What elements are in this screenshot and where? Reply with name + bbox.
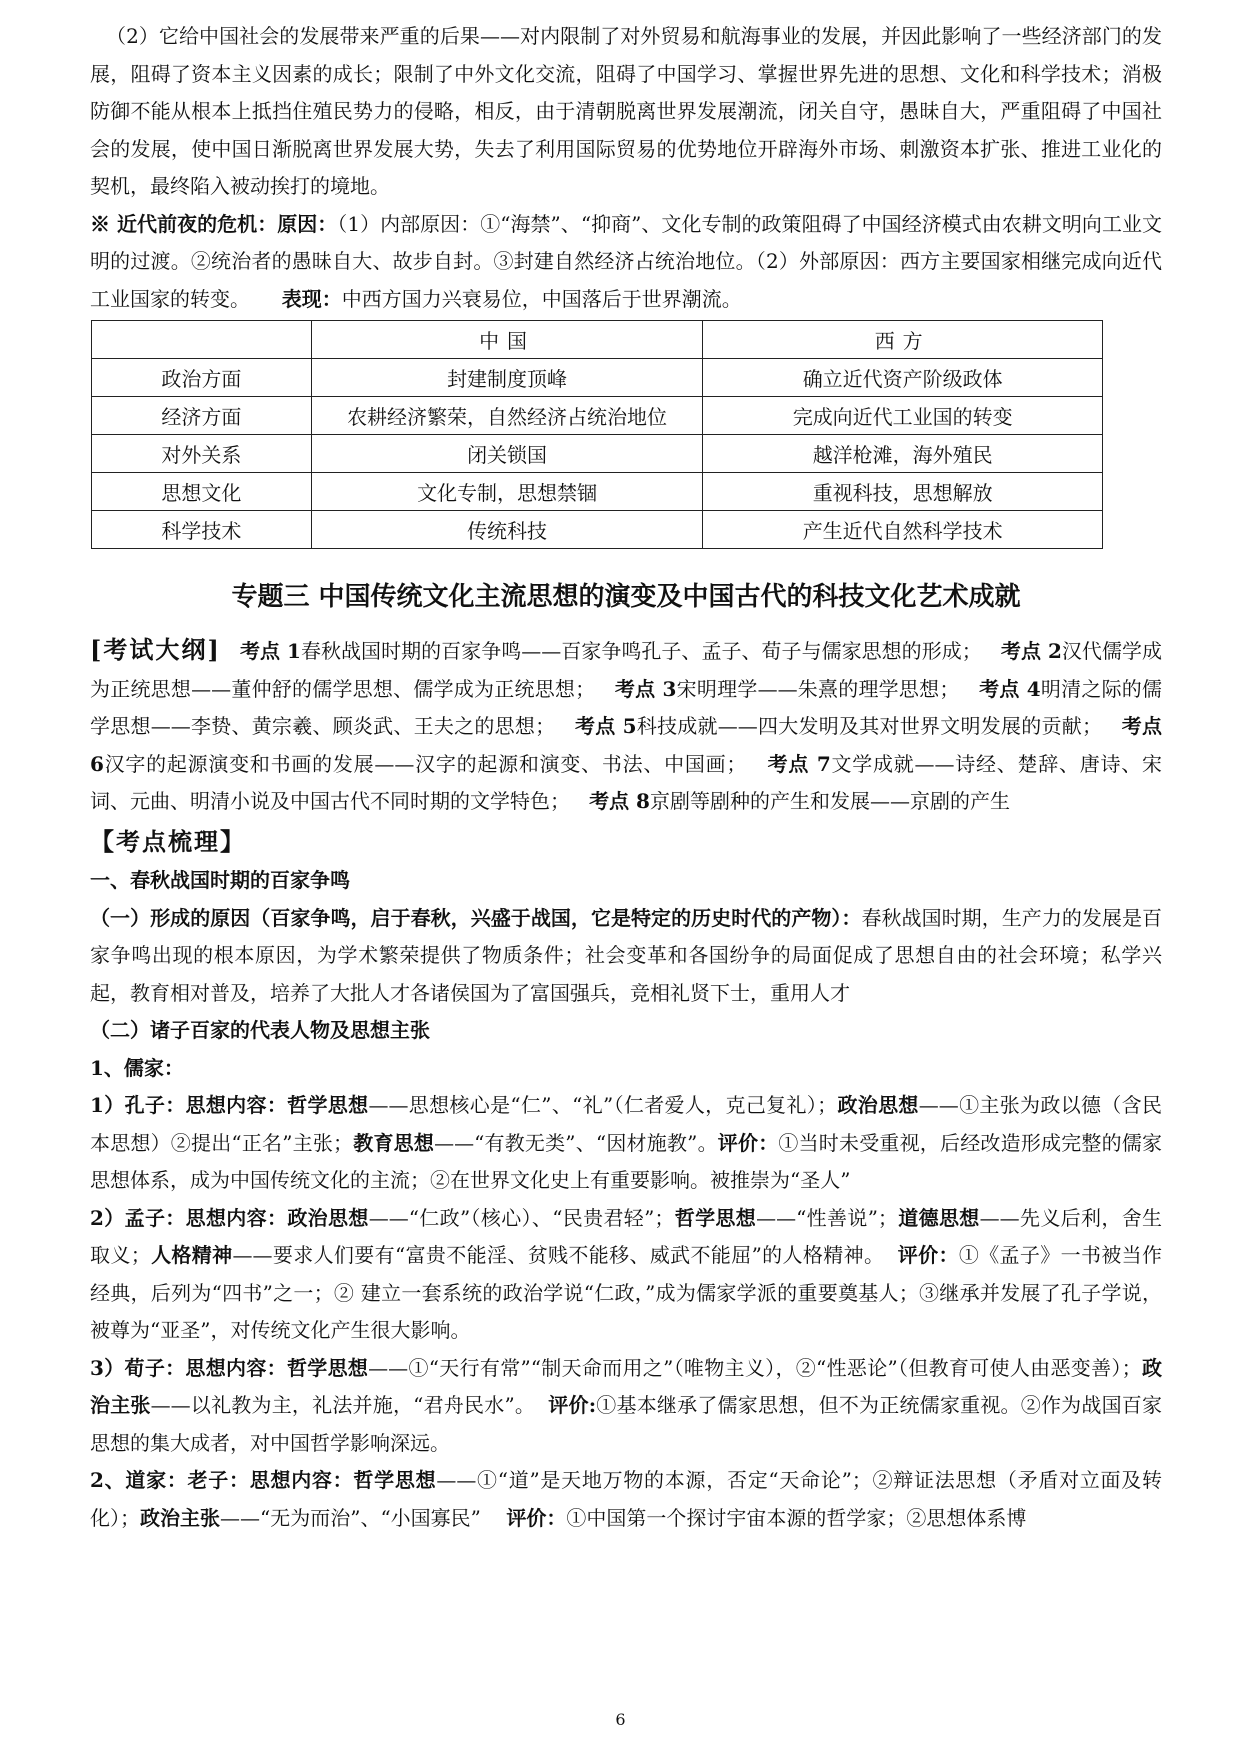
table-cell: 越洋枪滩，海外殖民 [703,435,1103,473]
syllabus-point-text: 汉字的起源演变和书画的发展——汉字的起源和演变、书法、中国画； [103,751,747,776]
syllabus-point-label: 考点 4 [979,676,1041,701]
kongzi-label: 政治思想 [837,1093,919,1117]
table-cell: 确立近代资产阶级政体 [703,359,1103,397]
kongzi-text: ——思想核心是“仁”、“礼”（仁者爱人，克己复礼）； [368,1093,838,1117]
review-heading [90,823,1162,863]
kongzi-label: 1）孔子：思想内容：哲学思想 [90,1093,369,1117]
syllabus-point-label: 考点 8 [589,789,650,813]
subsection-heading: （二）诸子百家的代表人物及思想主张 [90,1018,430,1042]
dao-label: 政治主张 [140,1505,220,1530]
section-heading: 一、春秋战国时期的百家争鸣 [90,868,350,892]
formation-heading: （一）形成的原因（百家争鸣，启于春秋，兴盛于战国，它是特定的历史时代的产物）： [90,905,862,930]
crisis-cause-label: 原因： [277,211,338,236]
mengzi-text: ①《孟子》一书被当作经典，后列为“四书”之一；② 建立一套系统的政治学说“仁政，”成为儒家学派的重要奠基人；③继承并发展了孔子学说，被尊为“亚圣”，对传统文化产生很大影响。 [90,1243,1163,1342]
comparison-table [91,320,1103,549]
table-cell: 完成向近代工业国的转变 [703,397,1103,435]
review-label: 【考点梳理】 [90,826,246,856]
xunzi-label: 3）荀子：思想内容：哲学思想 [90,1355,369,1380]
page-content [90,18,1162,1537]
kongzi-text: ——①主张为政以德（含民本思想）②提出“正名”主张； [90,1093,1163,1155]
school-heading-ru: 1、儒家： [90,1055,184,1080]
syllabus-point-label: 考点 7 [767,751,831,776]
table-row [92,511,1103,549]
table-cell: 文化专制，思想禁锢 [311,473,703,511]
table-header-cell [92,321,312,359]
syllabus-point-text: 春秋战国时期的百家争鸣——百家争鸣孔子、孟子、荀子与儒家思想的形成； [300,639,982,663]
table-cell: 传统科技 [311,511,703,549]
topic-title: 专题三 中国传统文化主流思想的演变及中国古代的科技文化艺术成就 [231,582,1021,612]
syllabus-point-label: 考点 2 [1000,639,1062,663]
table-row [92,473,1103,511]
table-cell: 重视科技，思想解放 [703,473,1103,511]
xunzi-paragraph [90,1350,1162,1463]
syllabus-paragraph [90,631,1162,821]
mengzi-text: ——要求人们要有“富贵不能淫、贫贱不能移、威武不能屈”的人格精神。 [232,1243,885,1267]
formation-paragraph [90,900,1162,1013]
xunzi-text: ①基本继承了儒家思想，但不为正统儒家重视。②作为战国百家思想的集大成者，对中国哲学影响深远。 [90,1393,1163,1455]
dao-text: ①中国第一个探讨宇宙本源的哲学家；②思想体系博 [566,1505,1027,1530]
kongzi-text: ①当时未受重视，后经改造形成完整的儒家思想体系，成为中国传统文化的主流；②在世界文化史上有重要影响。被推崇为“圣人” [90,1130,1163,1192]
crisis-show-label: 表现： [281,286,342,311]
syllabus-point-text: 科技成就——四大发明及其对世界文明发展的贡献； [636,714,1102,738]
dao-text: ——“无为而治”、“小国寡民” [220,1505,481,1530]
syllabus-point-text: 汉代儒学成为正统思想——董仲舒的儒学思想、儒学成为正统思想； [90,639,1162,701]
xunzi-label: 评价: [548,1393,597,1417]
syllabus-point-text: 京剧等剧种的产生和发展——京剧的产生 [649,789,1010,813]
mengzi-paragraph [90,1200,1162,1350]
table-header-row [92,321,1103,359]
mengzi-label: 2）孟子：思想内容：政治思想 [90,1205,369,1230]
table-cell: 经济方面 [92,397,312,435]
table-cell: 对外关系 [92,435,312,473]
syllabus-point-text: 明清之际的儒学思想——李贽、黄宗羲、顾炎武、王夫之的思想； [90,676,1163,738]
mengzi-label: 哲学思想 [674,1205,757,1230]
table-cell: 政治方面 [92,359,312,397]
page-number: 6 [615,1710,626,1729]
table-row [92,397,1103,435]
table-cell: 农耕经济繁荣，自然经济占统治地位 [311,397,703,435]
table-row [92,435,1103,473]
consequence-paragraph: （2）它给中国社会的发展带来严重的后果——对内限制了对外贸易和航海事业的发展，并因此影响了一些经济部门的发展，阻碍了资本主义因素的成长；限制了中外文化交流，阻碍了中国学习、掌握世界先进的思想、文化和科学技术；消极防御不能从根本上抵挡住殖民势力的侵略，相反，由于清朝脱离世界发展潮流，闭关自守，愚昧自大，严重阻碍了中国社会的发展，使中国日渐脱离世界发展大势，失去了利用国际贸易的优势地位开辟海外市场、刺激资本扩张、推进工业化的契机，最终陷入被动挨打的境地。 [90,24,1162,198]
syllabus-point-label: 考点 6 [90,714,1163,776]
mengzi-text: ——先义后利，舍生取义； [90,1205,1163,1267]
dao-label: 评价： [506,1505,567,1530]
syllabus-point-label: 考点 1 [240,639,301,663]
crisis-paragraph [90,206,1162,319]
table-cell: 科学技术 [92,511,312,549]
table-cell: 思想文化 [92,473,312,511]
xunzi-text: ——以礼教为主，礼法并施，“君舟民水”。 [150,1393,536,1417]
table-header-cell: 中国 [311,321,703,359]
table-header-cell: 西方 [703,321,1103,359]
kongzi-label: 教育思想 [353,1130,435,1155]
formation-text: 春秋战国时期，生产力的发展是百家争鸣出现的根本原因，为学术繁荣提供了物质条件；社会变革和各国纷争的局面促成了思想自由的社会环境；私学兴起，教育相对普及，培养了大批人才各诸侯国为了富国强兵，竞相礼贤下士，重用人才 [90,905,1163,1005]
crisis-heading: ※ 近代前夜的危机： [90,211,278,236]
crisis-cause-text: （1）内部原因：①“海禁”、“抑商”、文化专制的政策阻碍了中国经济模式由农耕文明向工业文明的过渡。②统治者的愚昧自大、故步自封。③封建自然经济占统治地位。（2）外部原因：西方主要国家相继完成向近代工业国家的转变。 [90,211,1162,311]
mengzi-label: 道德思想 [897,1205,980,1230]
kongzi-paragraph [90,1087,1162,1200]
dao-label: 2、道家：老子：思想内容：哲学思想 [90,1468,437,1492]
dao-text: ——①“道”是天地万物的本源，否定“天命论”；②辩证法思想（矛盾对立面及转化）； [90,1468,1162,1530]
kongzi-label: 评价： [717,1130,779,1155]
mengzi-text: ——“仁政”（核心）、“民贵君轻”； [368,1205,675,1230]
syllabus-point-text: 文学成就——诗经、楚辞、唐诗、宋词、元曲、明清小说及中国古代不同时期的文学特色； [90,751,1163,813]
syllabus-point-label: 考点 5 [574,714,637,738]
crisis-show-text: 中西方国力兴衰易位，中国落后于世界潮流。 [341,286,742,311]
table-cell: 产生近代自然科学技术 [703,511,1103,549]
syllabus-point-label: 考点 3 [614,676,677,701]
table-row [92,359,1103,397]
xunzi-label: 政治主张 [90,1355,1162,1417]
table-cell: 封建制度顶峰 [311,359,703,397]
mengzi-label: 人格精神 [150,1243,233,1267]
mengzi-label: 评价： [897,1243,959,1267]
xunzi-text: ——①“天行有常”“制天命而用之”（唯物主义），②“性恶论”（但教育可使人由恶变善）； [368,1355,1142,1380]
syllabus-label: [考试大纲] [90,635,221,664]
mengzi-text: ——“性善说”； [756,1205,898,1230]
kongzi-text: ——“有教无类”、“因材施教”。 [434,1130,718,1155]
syllabus-point-text: 宋明理学——朱熹的理学思想； [676,676,960,701]
dao-paragraph [90,1462,1162,1537]
table-cell: 闭关锁国 [311,435,703,473]
